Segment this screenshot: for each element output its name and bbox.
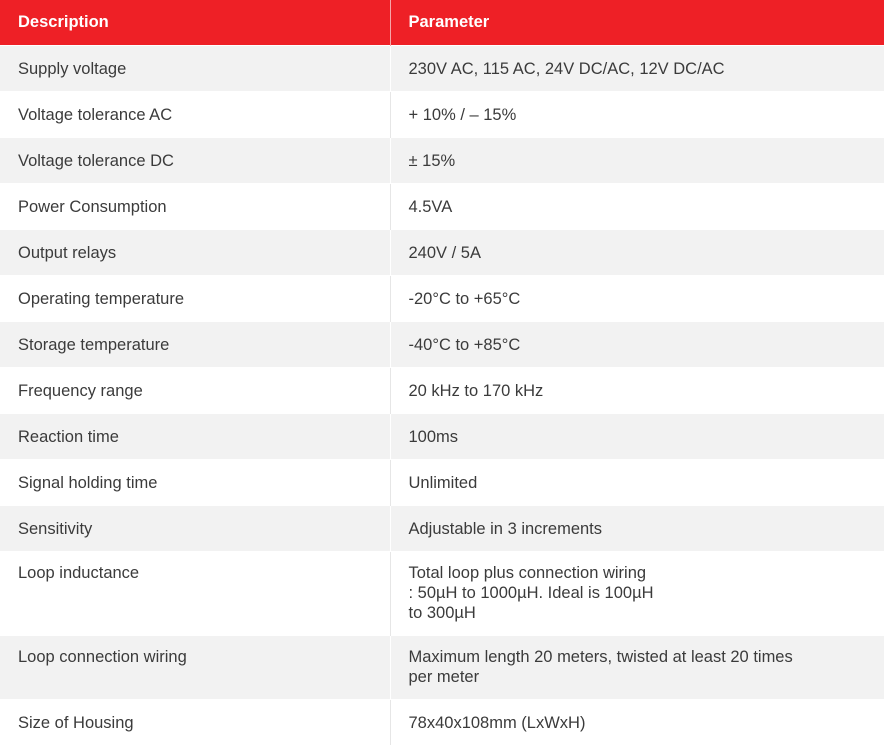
cell-description: Supply voltage [0, 46, 390, 92]
cell-parameter: Adjustable in 3 increments [390, 506, 884, 552]
header-description: Description [0, 0, 390, 46]
table-row [0, 46, 884, 92]
cell-parameter: 20 kHz to 170 kHz [390, 368, 884, 414]
cell-description: Signal holding time [0, 460, 390, 506]
table-row [0, 322, 884, 368]
cell-parameter: 240V / 5A [390, 230, 884, 276]
table-row [0, 506, 884, 552]
cell-parameter: 4.5VA [390, 184, 884, 230]
table-row [0, 552, 884, 636]
cell-parameter: + 10% / – 15% [390, 92, 884, 138]
cell-description: Frequency range [0, 368, 390, 414]
table-row [0, 368, 884, 414]
cell-description: Voltage tolerance DC [0, 138, 390, 184]
cell-description: Loop connection wiring [0, 636, 390, 700]
table-row [0, 138, 884, 184]
cell-description: Loop inductance [0, 552, 390, 636]
table-row [0, 636, 884, 700]
cell-parameter: ± 15% [390, 138, 884, 184]
cell-description: Voltage tolerance AC [0, 92, 390, 138]
cell-description: Output relays [0, 230, 390, 276]
table-row [0, 184, 884, 230]
cell-parameter: -40°C to +85°C [390, 322, 884, 368]
table-row [0, 460, 884, 506]
cell-parameter: 78x40x108mm (LxWxH) [390, 700, 884, 745]
table-row [0, 414, 884, 460]
table-row [0, 230, 884, 276]
cell-description: Operating temperature [0, 276, 390, 322]
table-row [0, 92, 884, 138]
table-row [0, 700, 884, 745]
cell-parameter: Maximum length 20 meters, twisted at least 20 times per meter [390, 636, 884, 700]
cell-description: Sensitivity [0, 506, 390, 552]
cell-description: Size of Housing [0, 700, 390, 745]
cell-parameter: Total loop plus connection wiring : 50µH to 1000µH. Ideal is 100µH to 300µH [390, 552, 884, 636]
cell-description: Storage temperature [0, 322, 390, 368]
table-row [0, 276, 884, 322]
cell-parameter: -20°C to +65°C [390, 276, 884, 322]
header-row [0, 0, 884, 46]
cell-description: Power Consumption [0, 184, 390, 230]
header-parameter: Parameter [390, 0, 884, 46]
cell-parameter: 100ms [390, 414, 884, 460]
cell-parameter: Unlimited [390, 460, 884, 506]
cell-parameter: 230V AC, 115 AC, 24V DC/AC, 12V DC/AC [390, 46, 884, 92]
cell-description: Reaction time [0, 414, 390, 460]
